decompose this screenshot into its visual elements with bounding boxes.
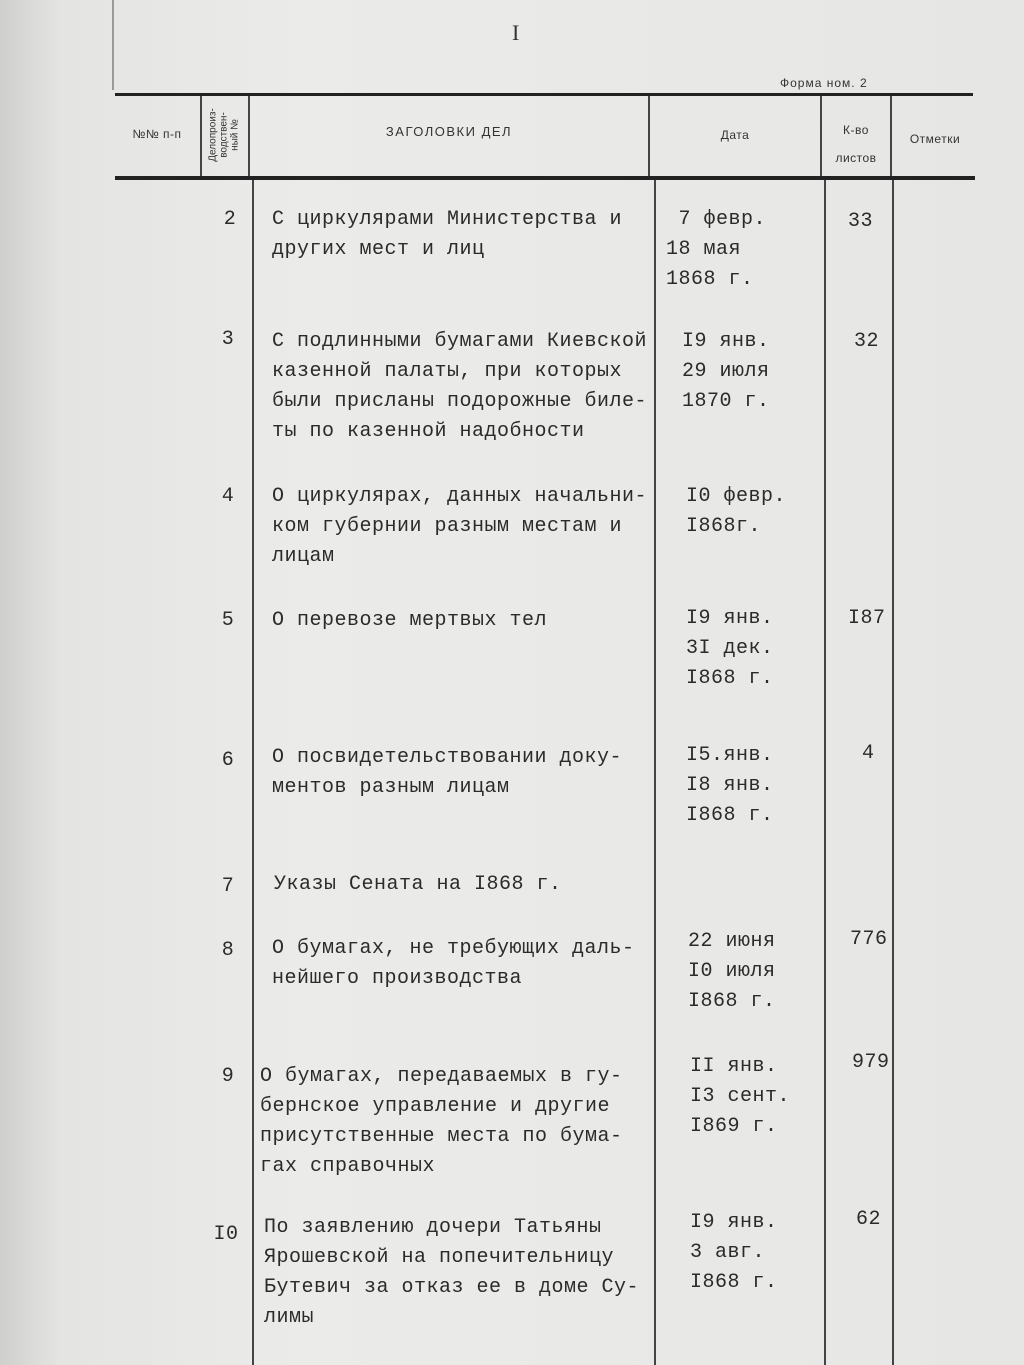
case-title: С подлинными бумагами Киевской казенной палаты, при которых были присланы подорожные биле- ты по казенной надобности <box>272 330 648 443</box>
row-number: 7 <box>221 875 235 898</box>
header-date: Дата <box>720 128 750 142</box>
case-date: I9 янв. 3 авг. I868 г. <box>690 1211 778 1294</box>
case-date: 7 февр. 18 мая 1868 г. <box>666 208 767 291</box>
sheet-count: I87 <box>848 607 886 630</box>
case-title: По заявлению дочери Татьяны Ярошевской на попечительницу Бутевич за отказ ее в доме Су- лимы <box>264 1216 640 1329</box>
page-number: I <box>512 20 520 45</box>
row-number: 3 <box>221 328 235 351</box>
case-title: О циркулярах, данных начальни- ком губернии разным местам и лицам <box>272 485 648 568</box>
row-number: I0 <box>213 1223 239 1246</box>
sheet-count: 32 <box>854 330 880 353</box>
case-title: Указы Сената на I868 г. <box>274 873 562 896</box>
row-number: 5 <box>221 609 235 632</box>
form-label: Форма ном. 2 <box>780 76 868 90</box>
case-title: О перевозе мертвых тел <box>272 609 548 632</box>
case-date: I5.янв. I8 янв. I868 г. <box>686 744 774 827</box>
page-edge <box>112 0 114 90</box>
case-date: II янв. I3 сент. I869 г. <box>690 1055 791 1138</box>
header-bottom-rule <box>115 176 975 180</box>
header-num: №№ п-п <box>132 127 182 141</box>
sheet-count: 979 <box>852 1051 890 1074</box>
case-date: 22 июня I0 июля I868 г. <box>688 930 776 1013</box>
case-title: О бумагах, не требующих даль- нейшего производства <box>272 937 635 990</box>
row-number: 8 <box>221 939 235 962</box>
column-divider <box>252 180 254 1365</box>
case-title: О посвидетельствовании доку- ментов разным лицам <box>272 746 623 799</box>
header-sheets: К-во листов <box>835 123 877 165</box>
case-date: I9 янв. 3I дек. I868 г. <box>686 607 774 690</box>
sheet-count: 776 <box>850 928 888 951</box>
case-date: I0 февр. I868г. <box>686 485 787 538</box>
header-titles: ЗАГОЛОВКИ ДЕЛ <box>385 124 513 139</box>
case-title: С циркулярами Министерства и других мест и лиц <box>272 208 623 261</box>
header-notes: Отметки <box>909 132 961 146</box>
case-date: I9 янв. 29 июля 1870 г. <box>682 330 770 413</box>
row-number: 9 <box>221 1065 235 1088</box>
case-title: О бумагах, передаваемых в гу- бернское управление и другие присутственные места по бума- гах справочных <box>260 1065 623 1178</box>
sheet-count: 4 <box>862 742 875 765</box>
column-divider <box>892 180 894 1365</box>
row-number: 2 <box>223 208 237 231</box>
column-divider <box>824 180 826 1365</box>
row-number: 4 <box>221 485 235 508</box>
sheet-count: 62 <box>856 1208 882 1231</box>
header-office-num: Делопроиз- водствен- ный № <box>207 108 241 162</box>
column-divider <box>654 180 656 1365</box>
sheet-count: 33 <box>848 210 874 233</box>
row-number: 6 <box>221 749 235 772</box>
